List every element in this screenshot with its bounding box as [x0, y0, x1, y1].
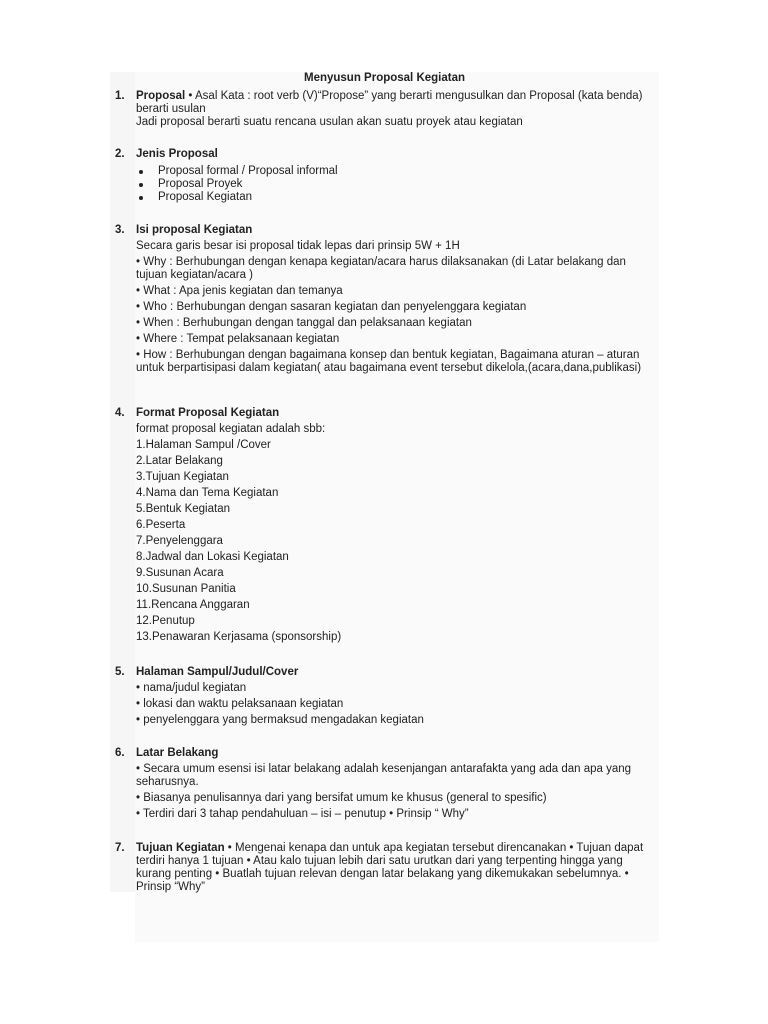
list-item: 4.Nama dan Tema Kegiatan — [136, 487, 279, 499]
list-item: • nama/judul kegiatan — [136, 682, 247, 694]
section-text: Jadi proposal berarti suatu rencana usulan akan suatu proyek atau kegiatan — [136, 116, 523, 128]
list-item: 11.Rencana Anggaran — [136, 599, 250, 611]
list-item: 3.Tujuan Kegiatan — [136, 471, 229, 483]
section-heading: Latar Belakang — [136, 747, 219, 759]
list-item: 6.Peserta — [136, 519, 186, 531]
list-item: 12.Penutup — [136, 615, 195, 627]
section-text: format proposal kegiatan adalah sbb: — [136, 423, 326, 435]
section-number: 1. — [115, 90, 125, 102]
section-intro: • Asal Kata : root verb (V)“Propose” yang berarti mengusulkan dan Proposal (kata benda) berarti usulan — [136, 90, 643, 115]
section-isi-proposal — [110, 224, 650, 375]
section-jenis-proposal — [110, 148, 650, 204]
list-item: 2.Latar Belakang — [136, 455, 223, 467]
list-item: 5.Bentuk Kegiatan — [136, 503, 230, 515]
section-text: • Why : Berhubungan dengan kenapa kegiatan/acara harus dilaksanakan (di Latar belakang dan tujuan kegiatan/acara ) — [136, 256, 626, 281]
list-item: • Biasanya penulisannya dari yang bersifat umum ke khusus (general to spesific) — [136, 792, 547, 804]
list-item: 1.Halaman Sampul /Cover — [136, 439, 271, 451]
bullet-icon — [139, 183, 143, 187]
section-text: • Mengenai kenapa dan untuk apa kegiatan tersebut direncanakan • Tujuan dapat terdiri hanya 1 tujuan • Atau kalo tujuan lebih dari satu urutkan dari yang terpenting hingga yang kurang penting • Buatlah tujuan relevan dengan latar belakang yang dikemukakan sebelumnya. • Prinsip “Why” — [136, 842, 644, 893]
list-item: 7.Penyelenggara — [136, 535, 223, 547]
list-item: • penyelenggara yang bermaksud mengadakan kegiatan — [136, 714, 424, 726]
list-item: 9.Susunan Acara — [136, 567, 224, 579]
list-item: 13.Penawaran Kerjasama (sponsorship) — [136, 631, 342, 643]
list-item: 10.Susunan Panitia — [136, 583, 236, 595]
list-item: 8.Jadwal dan Lokasi Kegiatan — [136, 551, 289, 563]
section-number: 7. — [115, 842, 125, 854]
section-proposal — [110, 90, 650, 129]
section-text: • What : Apa jenis kegiatan dan temanya — [136, 285, 343, 297]
list-item: Proposal Proyek — [136, 178, 650, 191]
section-latar-belakang — [110, 747, 650, 821]
section-tujuan-kegiatan — [110, 842, 650, 894]
list-item: • Secara umum esensi isi latar belakang adalah kesenjangan antarafakta yang ada dan apa yang seharusnya. — [136, 763, 632, 788]
section-format-proposal — [110, 407, 650, 647]
list-item: • Terdiri dari 3 tahap pendahuluan – isi – penutup • Prinsip “ Why” — [136, 808, 469, 820]
section-number: 2. — [115, 148, 125, 160]
document-title: Menyusun Proposal Kegiatan — [303, 72, 466, 84]
list-item: • lokasi dan waktu pelaksanaan kegiatan — [136, 698, 344, 710]
bullet-icon — [139, 196, 143, 200]
section-heading: Tujuan Kegiatan — [136, 842, 225, 854]
section-text: • Where : Tempat pelaksanaan kegiatan — [136, 333, 340, 345]
section-heading: Halaman Sampul/Judul/Cover — [136, 666, 299, 678]
bullet-icon — [139, 170, 143, 174]
proposal-type-list — [136, 165, 650, 204]
section-number: 4. — [115, 407, 125, 419]
section-number: 5. — [115, 666, 125, 678]
section-number: 6. — [115, 747, 125, 759]
section-heading: Proposal — [136, 90, 186, 102]
section-heading: Format Proposal Kegiatan — [136, 407, 280, 419]
section-text: • When : Berhubungan dengan tanggal dan pelaksanaan kegiatan — [136, 317, 472, 329]
list-item: Proposal formal / Proposal informal — [136, 165, 650, 178]
section-text: • Who : Berhubungan dengan sasaran kegiatan dan penyelenggara kegiatan — [136, 301, 527, 313]
section-heading: Jenis Proposal — [136, 148, 218, 160]
section-text: • How : Berhubungan dengan bagaimana konsep dan bentuk kegiatan, Bagaimana aturan – aturan untuk berpartisipasi dalam kegiatan( atau bagaimana event tersebut dikelola,(acara,dana,publikasi) — [136, 349, 642, 374]
section-text: Secara garis besar isi proposal tidak lepas dari prinsip 5W + 1H — [136, 240, 460, 252]
section-number: 3. — [115, 224, 125, 236]
section-heading: Isi proposal Kegiatan — [136, 224, 253, 236]
section-halaman-sampul — [110, 666, 650, 730]
list-item: Proposal Kegiatan — [136, 191, 650, 204]
